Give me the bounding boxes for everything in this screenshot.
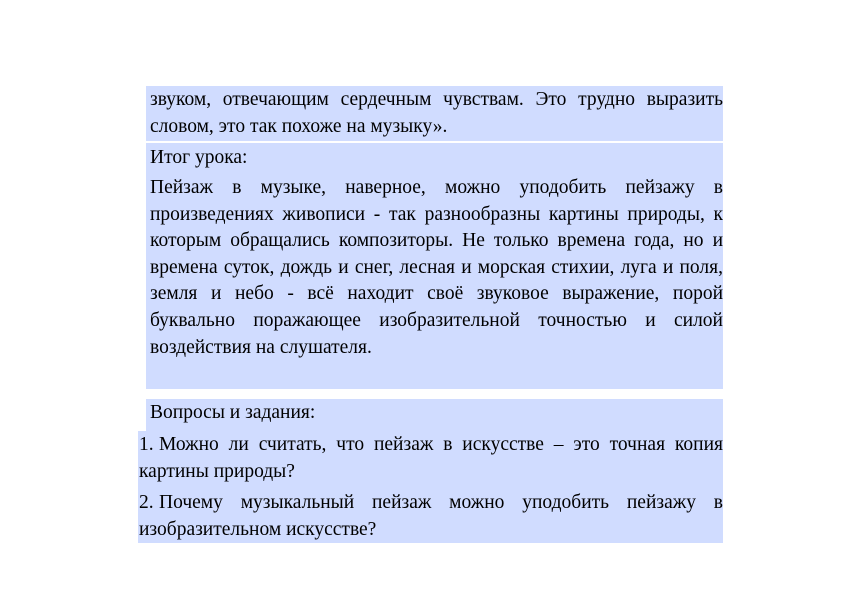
quote-ending-paragraph: звуком, отвечающим сердечным чувствам. Это трудно выразить словом, это так похоже на музыку».	[150, 89, 723, 137]
question-text: Можно ли считать, что пейзаж в искусстве – это точная копия картины природы?	[139, 434, 723, 482]
lesson-summary-paragraph: Пейзаж в музыке, наверное, можно уподобить пейзажу в произведениях живописи - так разнообразны картины природы, к которым обращались композиторы. Не только времена года, но и времена суток, дождь и снег, лесная и морская стихии, луга и поля, земля и небо - всё находит своё звуковое выражение, порой буквально поражающее изобразительной точностью и силой воздействия на слушателя.	[150, 177, 723, 358]
question-item	[139, 490, 723, 543]
question-item	[139, 432, 723, 485]
question-number: 2.	[139, 492, 154, 513]
question-number: 1.	[139, 434, 154, 455]
lesson-summary-heading: Итог урока:	[150, 147, 248, 168]
question-text: Почему музыкальный пейзаж можно уподобить пейзажу в изобразительном искусстве?	[139, 492, 723, 540]
questions-heading: Вопросы и задания:	[150, 402, 316, 423]
